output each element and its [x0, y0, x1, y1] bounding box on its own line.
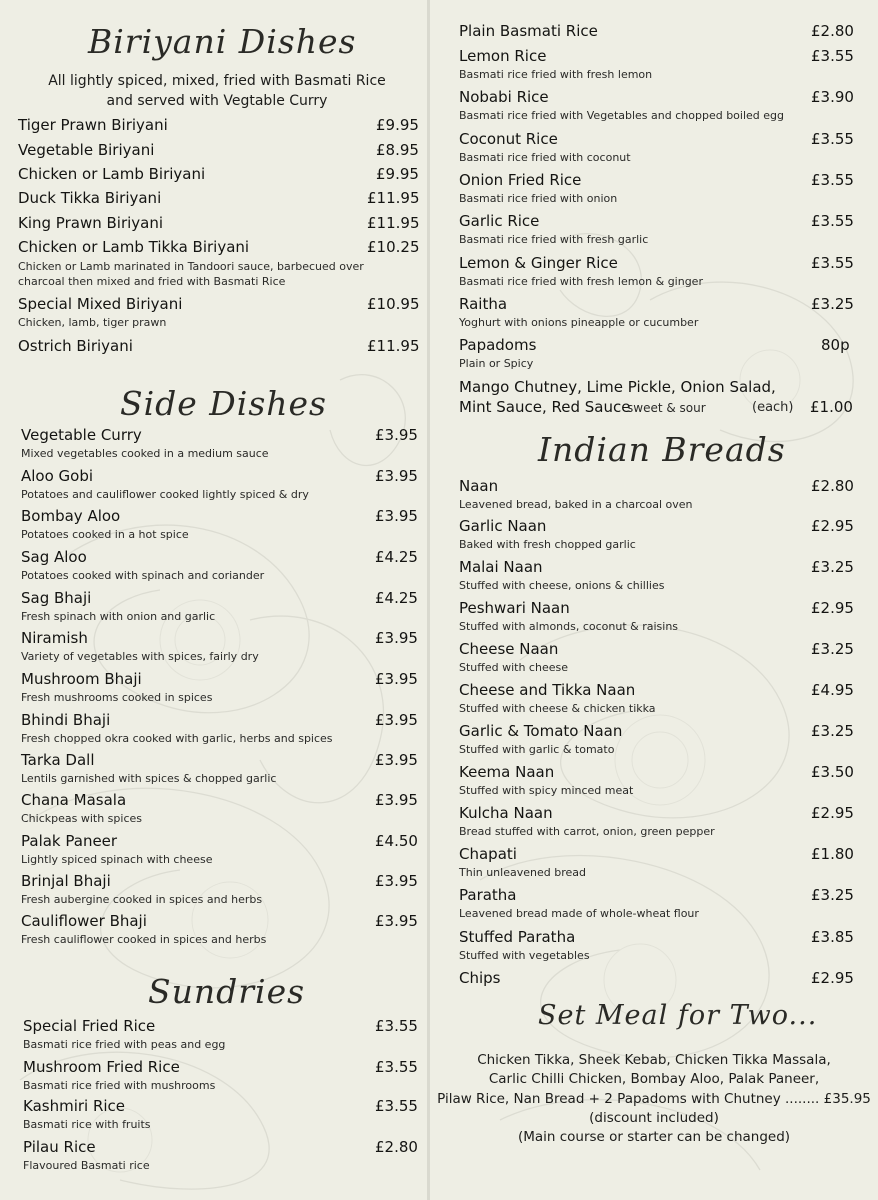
- item-description: Fresh cauliflower cooked in spices and herbs: [21, 933, 267, 946]
- menu-item: [21, 467, 417, 503]
- biriyani-subtitle-line1: All lightly spiced, mixed, fried with Basmati Rice: [48, 73, 386, 89]
- item-name: Bombay Aloo: [21, 507, 121, 525]
- item-price: £3.95: [375, 791, 418, 809]
- item-price: £3.90: [811, 88, 854, 106]
- menu-item: [459, 558, 869, 594]
- item-description: Baked with fresh chopped garlic: [459, 538, 636, 551]
- item-price: £3.95: [375, 670, 418, 688]
- menu-item: [21, 670, 417, 706]
- item-description: Basmati rice fried with fresh lemon & ginger: [459, 275, 703, 288]
- item-description: Stuffed with spicy minced meat: [459, 784, 634, 797]
- item-name: Papadoms: [459, 336, 537, 354]
- item-name: Keema Naan: [459, 763, 555, 781]
- menu-item: [459, 722, 869, 758]
- item-name: Pilau Rice: [23, 1138, 96, 1156]
- sundries-heading: Sundries: [148, 972, 306, 1011]
- item-description: Basmati rice fried with fresh lemon: [459, 68, 653, 81]
- item-description: Thin unleavened bread: [459, 866, 586, 879]
- item-name: Mushroom Fried Rice: [23, 1058, 180, 1076]
- item-description: Chickpeas with spices: [21, 812, 142, 825]
- item-description: Basmati rice fried with mushrooms: [23, 1079, 216, 1092]
- menu-item: [18, 337, 420, 359]
- item-price: £3.55: [811, 212, 854, 230]
- set-meal-line: Carlic Chilli Chicken, Bombay Aloo, Palak Paneer,: [488, 1071, 820, 1087]
- item-description: charcoal then mixed and fried with Basmati Rice: [18, 275, 286, 288]
- item-price: £3.95: [375, 629, 418, 647]
- item-description: Potatoes cooked with spinach and coriander: [21, 569, 265, 582]
- menu-item: [23, 1138, 417, 1174]
- set-meal-line: Chicken Tikka, Sheek Kebab, Chicken Tikka Massala,: [477, 1052, 831, 1068]
- item-name: Mango Chutney, Lime Pickle, Onion Salad,: [459, 378, 776, 396]
- item-price: £3.55: [811, 254, 854, 272]
- item-description: Basmati rice with fruits: [23, 1118, 151, 1131]
- item-name: Onion Fried Rice: [459, 171, 582, 189]
- menu-item: [459, 212, 869, 248]
- item-name: Vegetable Biriyani: [18, 141, 155, 159]
- item-price: £4.50: [375, 832, 418, 850]
- item-name: Coconut Rice: [459, 130, 558, 148]
- menu-item: [459, 845, 869, 881]
- item-name: Tarka Dall: [21, 751, 95, 769]
- menu-item: [459, 254, 869, 290]
- item-name: Paratha: [459, 886, 517, 904]
- item-price: £11.95: [367, 337, 420, 355]
- biriyani-subtitle-line2: and served with Vegtable Curry: [106, 93, 328, 109]
- item-name: Sag Aloo: [21, 548, 87, 566]
- item-price: £2.80: [811, 477, 854, 495]
- item-name: Bhindi Bhaji: [21, 711, 111, 729]
- item-price: £2.80: [811, 22, 854, 40]
- set-meal-line: (discount included): [589, 1110, 719, 1126]
- item-price: £3.95: [375, 426, 418, 444]
- item-name: Kashmiri Rice: [23, 1097, 126, 1115]
- item-price: £11.95: [367, 214, 420, 232]
- item-name: Kulcha Naan: [459, 804, 553, 822]
- biriyani-heading: Biriyani Dishes: [88, 22, 357, 61]
- menu-item: [21, 629, 417, 665]
- item-name: King Prawn Biriyani: [18, 214, 164, 232]
- item-price: £4.95: [811, 681, 854, 699]
- item-price: £2.95: [811, 804, 854, 822]
- menu-item: [21, 872, 417, 908]
- item-description: Basmati rice fried with Vegetables and chopped boiled egg: [459, 109, 784, 122]
- item-name-line2: Mint Sauce, Red Sauce: [459, 398, 631, 416]
- item-name: Stuffed Paratha: [459, 928, 576, 946]
- item-description: Stuffed with almonds, coconut & raisins: [459, 620, 679, 633]
- item-price: £8.95: [376, 141, 419, 159]
- menu-item: [459, 517, 869, 553]
- menu-item: [21, 548, 417, 584]
- item-name: Niramish: [21, 629, 88, 647]
- menu-item: [21, 832, 417, 868]
- item-price: £3.95: [375, 872, 418, 890]
- item-price: £10.95: [367, 295, 420, 313]
- item-name: Chapati: [459, 845, 517, 863]
- indian-breads-heading: Indian Breads: [538, 430, 786, 469]
- menu-item: [459, 763, 869, 799]
- menu-item: [21, 711, 417, 747]
- item-description: Lightly spiced spinach with cheese: [21, 853, 213, 866]
- menu-item: [21, 426, 417, 462]
- item-name: Special Mixed Biriyani: [18, 295, 183, 313]
- menu-item: [459, 336, 869, 372]
- item-description: Plain or Spicy: [459, 357, 534, 370]
- item-price: £4.25: [375, 589, 418, 607]
- item-name: Aloo Gobi: [21, 467, 94, 485]
- item-description: Potatoes cooked in a hot spice: [21, 528, 189, 541]
- item-name: Garlic Naan: [459, 517, 547, 535]
- item-price: 80p: [821, 336, 850, 354]
- item-description: Leavened bread, baked in a charcoal oven: [459, 498, 693, 511]
- item-name: Cheese Naan: [459, 640, 559, 658]
- item-price: £3.85: [811, 928, 854, 946]
- item-name: Naan: [459, 477, 499, 495]
- item-price: £1.00: [810, 398, 853, 416]
- menu-item: [21, 507, 417, 543]
- menu-item: [459, 22, 869, 44]
- menu-item: [23, 1097, 417, 1133]
- item-description: Stuffed with garlic & tomato: [459, 743, 615, 756]
- item-description: Chicken or Lamb marinated in Tandoori sauce, barbecued over: [18, 260, 364, 273]
- item-name: Chicken or Lamb Biriyani: [18, 165, 206, 183]
- menu-item: [459, 171, 869, 207]
- menu-item: [459, 88, 869, 124]
- item-price: £3.25: [811, 640, 854, 658]
- menu-item: [459, 969, 869, 991]
- menu-item: [459, 47, 869, 83]
- item-price: £3.25: [811, 295, 854, 313]
- item-description: Bread stuffed with carrot, onion, green pepper: [459, 825, 715, 838]
- item-name: Cauliflower Bhaji: [21, 912, 147, 930]
- menu-item: [18, 238, 420, 292]
- set-meal-heading: Set Meal for Two...: [538, 1000, 818, 1031]
- item-name: Lemon & Ginger Rice: [459, 254, 618, 272]
- item-name: Chicken or Lamb Tikka Biriyani: [18, 238, 250, 256]
- item-price: £3.55: [375, 1097, 418, 1115]
- item-description: Basmati rice fried with onion: [459, 192, 618, 205]
- item-price: £3.95: [375, 711, 418, 729]
- item-name: Palak Paneer: [21, 832, 118, 850]
- item-name: Ostrich Biriyani: [18, 337, 133, 355]
- item-description: Variety of vegetables with spices, fairly dry: [21, 650, 259, 663]
- item-price: £9.95: [376, 116, 419, 134]
- menu-item: [459, 295, 869, 331]
- item-price: £11.95: [367, 189, 420, 207]
- menu-item: [459, 130, 869, 166]
- item-price: £3.55: [811, 171, 854, 189]
- item-description: Flavoured Basmati rice: [23, 1159, 150, 1172]
- item-description: Stuffed with cheese, onions & chillies: [459, 579, 665, 592]
- menu-item: [21, 751, 417, 787]
- side-dishes-heading: Side Dishes: [120, 384, 327, 423]
- item-description: Leavened bread made of whole-wheat flour: [459, 907, 699, 920]
- item-price: £3.95: [375, 751, 418, 769]
- item-price: £2.95: [811, 599, 854, 617]
- menu-item: [23, 1017, 417, 1053]
- item-price: £4.25: [375, 548, 418, 566]
- item-price: £3.50: [811, 763, 854, 781]
- item-price: £3.95: [375, 507, 418, 525]
- column-divider: [427, 0, 430, 1200]
- item-price: £3.55: [811, 47, 854, 65]
- item-price: £10.25: [367, 238, 420, 256]
- item-name: Garlic & Tomato Naan: [459, 722, 623, 740]
- item-price: £2.95: [811, 969, 854, 987]
- menu-item: [21, 589, 417, 625]
- menu-item: [459, 599, 869, 635]
- menu-item: [459, 477, 869, 513]
- item-name: Duck Tikka Biriyani: [18, 189, 162, 207]
- item-name: Brinjal Bhaji: [21, 872, 111, 890]
- item-price: £2.80: [375, 1138, 418, 1156]
- item-price: £3.55: [811, 130, 854, 148]
- item-description: Lentils garnished with spices & chopped garlic: [21, 772, 277, 785]
- item-name: Tiger Prawn Biriyani: [18, 116, 168, 134]
- menu-item: [23, 1058, 417, 1094]
- item-each-label: (each): [752, 400, 794, 415]
- item-description: Mixed vegetables cooked in a medium sauce: [21, 447, 269, 460]
- item-description: Basmati rice fried with peas and egg: [23, 1038, 226, 1051]
- item-description: Stuffed with vegetables: [459, 949, 590, 962]
- item-name: Lemon Rice: [459, 47, 547, 65]
- item-price: £3.95: [375, 467, 418, 485]
- item-name: Plain Basmati Rice: [459, 22, 598, 40]
- item-name: Raitha: [459, 295, 508, 313]
- menu-item: [21, 912, 417, 948]
- item-name: Cheese and Tikka Naan: [459, 681, 636, 699]
- item-description: Fresh spinach with onion and garlic: [21, 610, 216, 623]
- item-description: Fresh chopped okra cooked with garlic, herbs and spices: [21, 732, 333, 745]
- menu-item: [18, 116, 419, 138]
- menu-item: [459, 681, 869, 717]
- item-name: Chips: [459, 969, 501, 987]
- accompaniments-item: [459, 378, 869, 418]
- item-description: Fresh mushrooms cooked in spices: [21, 691, 213, 704]
- item-name: Nobabi Rice: [459, 88, 549, 106]
- item-name: Sag Bhaji: [21, 589, 92, 607]
- item-name: Vegetable Curry: [21, 426, 142, 444]
- item-name: Special Fried Rice: [23, 1017, 156, 1035]
- menu-item: [459, 886, 869, 922]
- item-description: Chicken, lamb, tiger prawn: [18, 316, 167, 329]
- item-description: Yoghurt with onions pineapple or cucumber: [459, 316, 699, 329]
- set-meal-line: Pilaw Rice, Nan Bread + 2 Papadoms with Chutney ........ £35.95: [437, 1091, 871, 1107]
- set-meal-line: (Main course or starter can be changed): [517, 1129, 791, 1145]
- item-price: £3.55: [375, 1017, 418, 1035]
- item-note: sweet & sour: [627, 401, 706, 415]
- menu-item: [18, 189, 420, 211]
- menu-item: [459, 804, 869, 840]
- item-description: Basmati rice fried with coconut: [459, 151, 631, 164]
- item-description: Fresh aubergine cooked in spices and herbs: [21, 893, 263, 906]
- item-name: Malai Naan: [459, 558, 543, 576]
- item-description: Basmati rice fried with fresh garlic: [459, 233, 649, 246]
- item-price: £2.95: [811, 517, 854, 535]
- menu-item: [459, 640, 869, 676]
- menu-item: [21, 791, 417, 827]
- item-name: Garlic Rice: [459, 212, 540, 230]
- item-price: £3.95: [375, 912, 418, 930]
- item-price: £9.95: [376, 165, 419, 183]
- menu-item: [18, 165, 419, 187]
- menu-item: [18, 295, 420, 331]
- item-price: £3.25: [811, 722, 854, 740]
- item-price: £3.25: [811, 886, 854, 904]
- item-name: Mushroom Bhaji: [21, 670, 142, 688]
- item-description: Stuffed with cheese & chicken tikka: [459, 702, 656, 715]
- item-name: Chana Masala: [21, 791, 127, 809]
- item-price: £3.25: [811, 558, 854, 576]
- item-name: Peshwari Naan: [459, 599, 570, 617]
- item-description: Potatoes and cauliflower cooked lightly spiced & dry: [21, 488, 309, 501]
- item-price: £1.80: [811, 845, 854, 863]
- item-description: Stuffed with cheese: [459, 661, 568, 674]
- menu-item: [459, 928, 869, 964]
- menu-item: [18, 214, 420, 236]
- item-price: £3.55: [375, 1058, 418, 1076]
- menu-item: [18, 141, 419, 163]
